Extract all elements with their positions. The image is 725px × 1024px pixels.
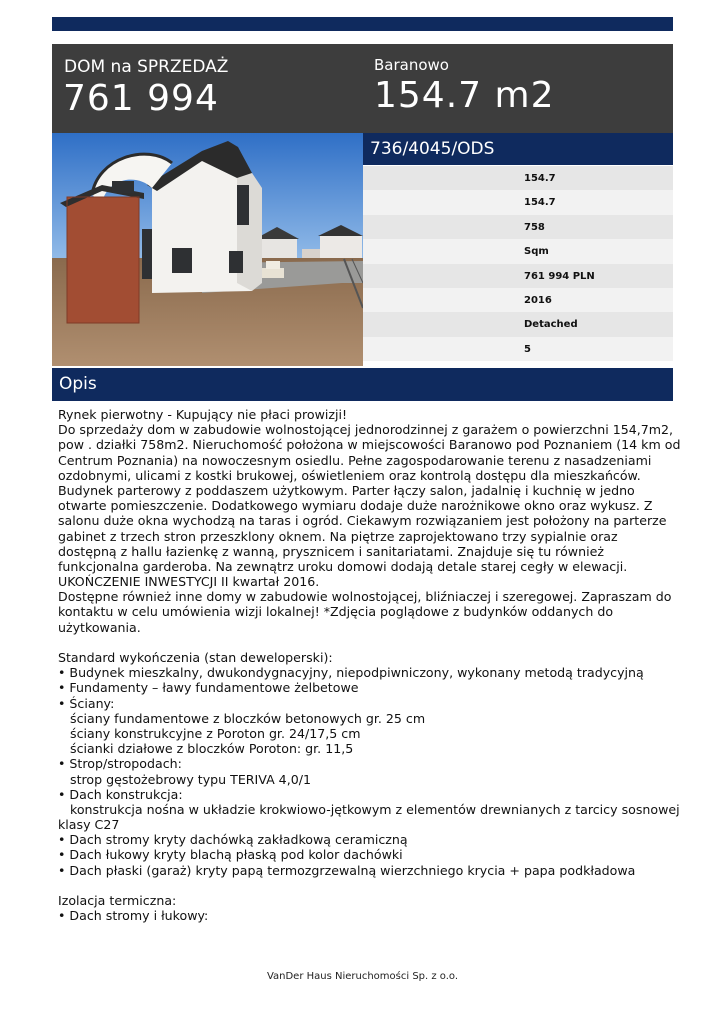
- description-section-header: [52, 368, 673, 401]
- description-line: ściany fundamentowe z bloczków betonowych gr. 25 cm: [58, 710, 426, 726]
- description-line: ściany konstrukcyjne z Poroton gr. 24/17,5 cm: [58, 725, 361, 741]
- description-line: kontaktu w celu umówienia wizji lokalnej! *Zdjęcia poglądowe z budynków oddanych do: [58, 604, 614, 620]
- detail-row: [363, 166, 673, 190]
- detail-value: Sqm: [524, 246, 549, 258]
- footer-company: VanDer Haus Nieruchomości Sp. z o.o.: [266, 971, 459, 982]
- description-line: • Strop/stropodach:: [58, 756, 182, 772]
- description-line: Budynek parterowy z poddaszem użytkowym. Parter łączy salon, jadalnię i kuchnię w jedno: [58, 482, 635, 498]
- description-line: ścianki działowe z bloczków Poroton: gr. 11,5: [58, 741, 354, 757]
- detail-row: [363, 190, 673, 214]
- reference-bar: [363, 133, 673, 165]
- property-type-label: DOM na SPRZEDAŻ: [64, 57, 229, 77]
- detail-row: [363, 264, 673, 288]
- detail-value: 5: [524, 343, 531, 355]
- description-line: • Dach płaski (garaż) kryty papą termozgrzewalną wierzchniego krycia + papa podkładowa: [58, 862, 636, 878]
- description-line: gabinet z trzech stron przeszklony oknem. Na piętrze zaprojektowano trzy sypialnie oraz: [58, 528, 618, 544]
- reference-number: 736/4045/ODS: [370, 139, 495, 159]
- description-line: • Ściany:: [58, 695, 115, 711]
- description-line: salonu duże okna wychodzą na taras i ogród. Ciekawym rozwiązaniem jest położony na parterze: [58, 513, 667, 529]
- description-line: • Dach łukowy kryty blachą płaską pod kolor dachówki: [58, 847, 403, 863]
- description-line: UKOŃCZENIE INWESTYCJI II kwartał 2016.: [58, 574, 320, 590]
- detail-value: 2016: [524, 294, 552, 306]
- description-line: ozdobnymi, ulicami z kostki brukowej, oświetleniem oraz kontrolą dostępu dla mieszkańców.: [58, 467, 641, 483]
- detail-value: 758: [524, 221, 545, 233]
- detail-value: Detached: [524, 319, 578, 331]
- description-line: dostępną z hallu łazienkę z wanną, prysznicem i sanitariatami. Znajduje się tu również: [58, 543, 604, 559]
- property-photo: [52, 133, 363, 366]
- description-line: otwarte pomieszczenie. Dodatkowego wymiaru dodaje duże narożnikowe okno oraz wykusz. Z: [58, 498, 653, 514]
- detail-value: 154.7: [524, 197, 556, 209]
- detail-value: 761 994 PLN: [524, 270, 595, 282]
- detail-row: [363, 312, 673, 336]
- description-line: Do sprzedaży dom w zabudowie wolnostojącej jednorodzinnej z garażem o powierzchni 154,7m2,: [58, 422, 674, 438]
- description-line: • Dach stromy i łukowy:: [58, 908, 209, 924]
- description-line: • Dach konstrukcja:: [58, 786, 183, 802]
- detail-row: [363, 288, 673, 312]
- top-accent-bar: [52, 17, 673, 31]
- description-line: konstrukcja nośna w układzie krokwiowo-jętkowym z elementów drewnianych z tarcicy sosnowej: [58, 801, 680, 817]
- detail-value: 154.7: [524, 173, 556, 184]
- description-line: • Budynek mieszkalny, dwukondygnacyjny, niepodpiwniczony, wykonany metodą tradycyjną: [58, 665, 644, 681]
- description-line: Rynek pierwotny - Kupujący nie płaci prowizji!: [58, 407, 348, 422]
- listing-header: [52, 44, 673, 133]
- description-line: funkcjonalna garderoba. Na zewnątrz uroku domowi dodają detale starej cegły w elewacji.: [58, 558, 628, 574]
- description-line: Dostępne również inne domy w zabudowie wolnostojącej, bliźniaczej i szeregowej. Zapraszam do: [58, 589, 672, 605]
- description-line: strop gęstożebrowy typu TERIVA 4,0/1: [58, 771, 311, 787]
- detail-row: [363, 337, 673, 361]
- description-line: Izolacja termiczna:: [58, 893, 177, 908]
- location: Baranowo: [374, 56, 449, 74]
- description-line: Centrum Poznania) na nowoczesnym osiedlu. Pełne zagospodarowanie terenu z nasadzeniami: [58, 452, 652, 468]
- description-line: • Fundamenty – ławy fundamentowe żelbetowe: [58, 680, 359, 696]
- details-table: [363, 166, 673, 361]
- description-line: [58, 878, 666, 893]
- description-line: pow . działki 758m2. Nieruchomość położona w miejscowości Baranowo pod Poznaniem (14 km od: [58, 437, 681, 453]
- description-line: • Dach stromy kryty dachówką zakładkową ceramiczną: [58, 832, 408, 848]
- description-line: klasy C27: [58, 817, 120, 833]
- description-line: Standard wykończenia (stan deweloperski):: [58, 650, 333, 665]
- area: 154.7 m2: [374, 75, 555, 116]
- section-title: Opis: [59, 374, 97, 394]
- description-line: użytkowania.: [58, 619, 141, 635]
- description-line: [58, 635, 666, 650]
- price: 761 994: [63, 78, 219, 119]
- description-body: [58, 407, 681, 924]
- detail-row: [363, 239, 673, 263]
- detail-row: [363, 215, 673, 239]
